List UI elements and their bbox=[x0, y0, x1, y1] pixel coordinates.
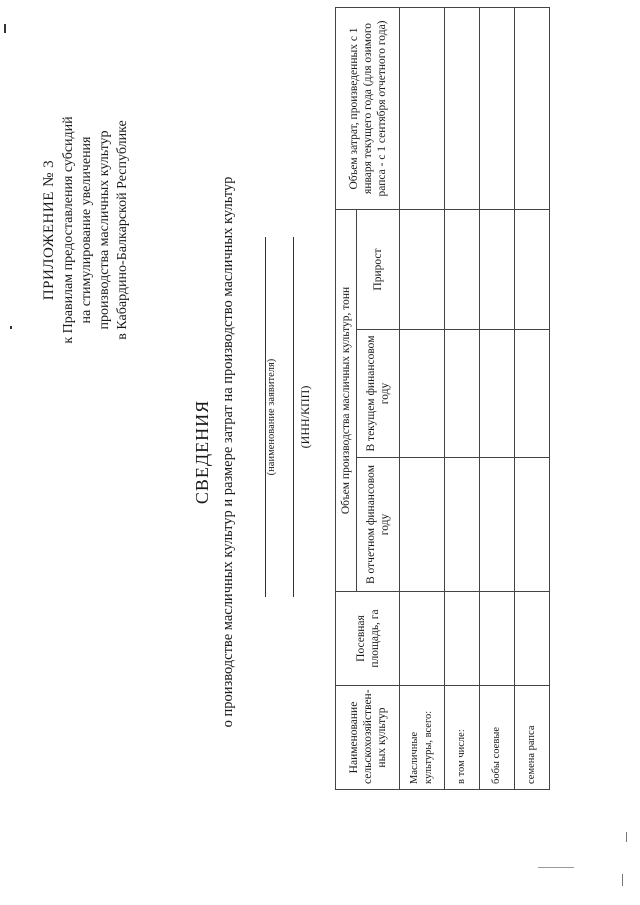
header-reporting-year: В отчетном финансовом году bbox=[357, 458, 400, 592]
row-label: Масличные культуры, всего: bbox=[400, 686, 445, 790]
appendix-block bbox=[40, 80, 132, 380]
appendix-number: ПРИЛОЖЕНИЕ № 3 bbox=[41, 159, 57, 301]
applicant-name-line: (наименование заявителя) bbox=[265, 237, 277, 597]
appendix-line: на стимулирование увеличения bbox=[79, 136, 94, 324]
scan-mark bbox=[626, 832, 627, 842]
table-cell bbox=[400, 592, 445, 686]
table-cell bbox=[445, 458, 480, 592]
row-label: бобы соевые bbox=[480, 686, 515, 790]
table-cell bbox=[515, 7, 550, 209]
table-cell bbox=[400, 7, 445, 209]
document-title: СВЕДЕНИЯ bbox=[192, 399, 212, 505]
scan-mark bbox=[4, 24, 6, 33]
oil-crops-table bbox=[335, 7, 550, 790]
header-sown-area: Посевная площадь, га bbox=[336, 592, 400, 686]
table-cell bbox=[445, 592, 480, 686]
inn-kpp-line: (ИНН/КПП) bbox=[293, 237, 313, 597]
scan-mark bbox=[622, 874, 623, 886]
scan-mark bbox=[10, 326, 12, 329]
table-cell bbox=[480, 330, 515, 458]
appendix-line: к Правилам предоставления субсидий bbox=[61, 116, 76, 344]
table-cell bbox=[400, 330, 445, 458]
table-row bbox=[400, 7, 445, 789]
header-production-volume: Объем производства масличных культур, тонн bbox=[336, 209, 357, 591]
table-cell bbox=[515, 458, 550, 592]
document-sheet bbox=[40, 22, 600, 882]
header-costs: Объем затрат, произведенных с 1 января текущего года (для озимого рапса - с 1 сентября отчетного года) bbox=[336, 7, 400, 209]
appendix-line: в Кабардино-Балкарской Республике bbox=[115, 120, 130, 340]
table-cell bbox=[445, 209, 480, 329]
table-cell bbox=[400, 209, 445, 329]
table-cell bbox=[480, 7, 515, 209]
header-growth: Прирост bbox=[357, 209, 400, 329]
table-cell bbox=[480, 209, 515, 329]
table-cell bbox=[515, 209, 550, 329]
table-cell bbox=[480, 592, 515, 686]
table-cell bbox=[400, 458, 445, 592]
row-label: в том числе: bbox=[445, 686, 480, 790]
table-row bbox=[515, 7, 550, 789]
header-crop-name: Наименование сельскохозяйствен-ных культур bbox=[336, 686, 400, 790]
table-cell bbox=[515, 330, 550, 458]
appendix-line: производства масличных культур bbox=[97, 130, 112, 330]
table-row bbox=[480, 7, 515, 789]
table-cell bbox=[480, 458, 515, 592]
row-label: семена рапса bbox=[515, 686, 550, 790]
table-cell bbox=[445, 7, 480, 209]
document-subtitle: о производстве масличных культур и размере затрат на производство масличных культур bbox=[220, 176, 236, 728]
table-cell bbox=[515, 592, 550, 686]
header-current-year: В текущем финансовом году bbox=[357, 330, 400, 458]
table-cell bbox=[445, 330, 480, 458]
table-row bbox=[445, 7, 480, 789]
